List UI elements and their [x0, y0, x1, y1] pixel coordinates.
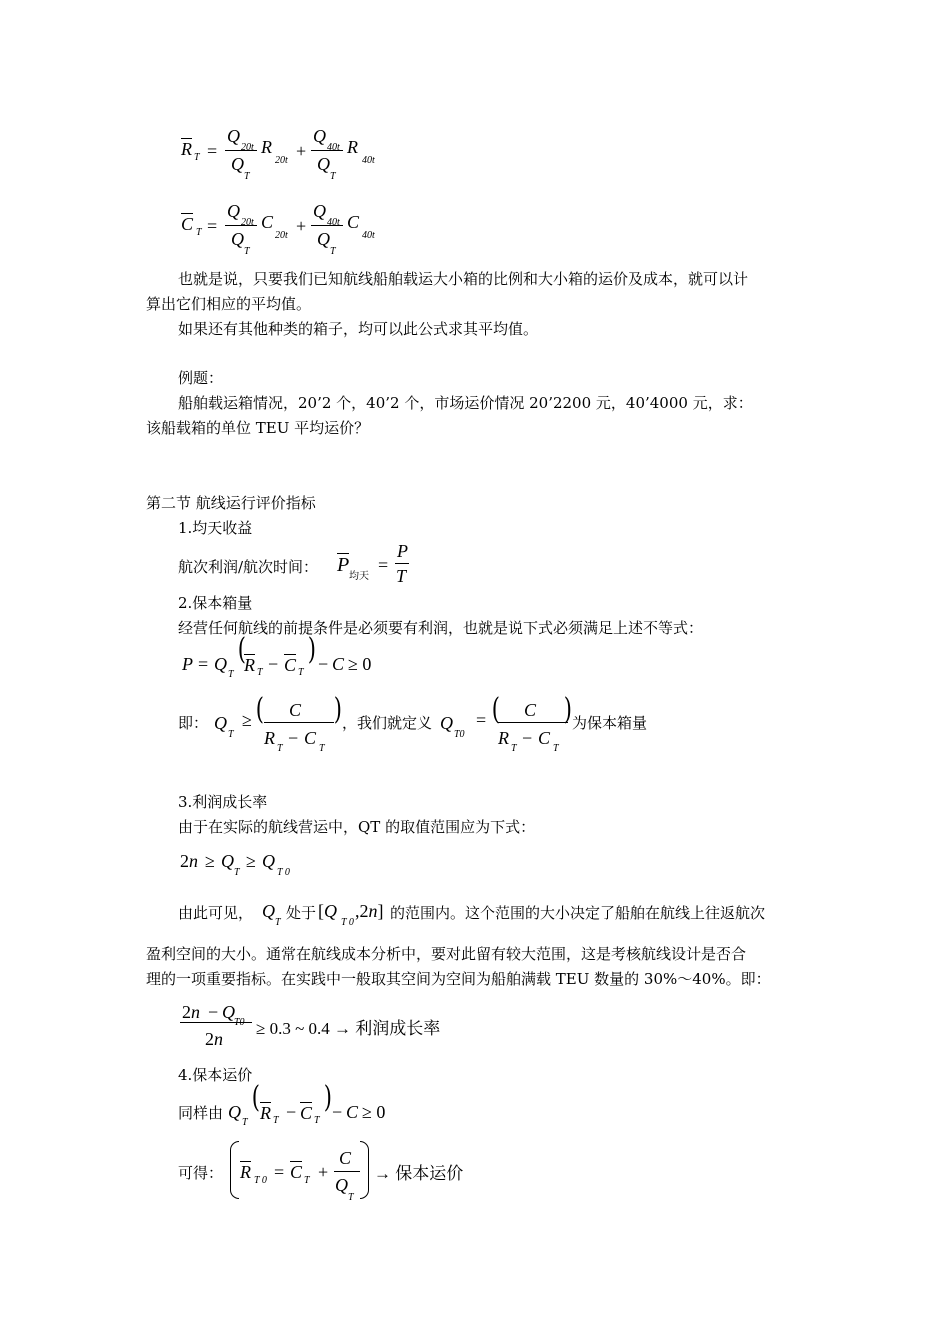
item-text: 盈利空间的大小。通常在航线成本分析中，要对此留有较大范围，这是考核航线设计是否合 [146, 945, 747, 963]
item-title: 1.均天收益 [178, 519, 253, 537]
growth-tail: ≥ 0.3 ~ 0.4 → 利润成长率 [256, 1019, 441, 1038]
example-text: 该船载箱的单位 TEU 平均运价？ [146, 419, 370, 437]
qt-subscript: T [275, 917, 281, 928]
range-bracket: ,2n] [355, 901, 384, 921]
item-label: 航次利润/航次时间： [178, 558, 319, 576]
paragraph-line: 算出它们相应的平均值。 [146, 295, 312, 313]
item-title: 4.保本运价 [178, 1066, 253, 1084]
item-text: 经营任何航线的前提条件是必须要有利润，也就是说下式必须满足上述不等式： [178, 619, 704, 637]
item-text: 同样由 [178, 1104, 224, 1122]
paragraph-line: 如果还有其他种类的箱子，均可以此公式求其平均值。 [178, 320, 539, 338]
item-text: 理的一项重要指标。在实践中一般取其空间为空间为船舶满载 TEU 数量的 30%～40%。即： [146, 970, 771, 988]
item-text: 由此可见， [178, 904, 254, 922]
range-subscript: T 0 [341, 917, 354, 928]
item-text: 可得： [178, 1164, 224, 1182]
item-text: ，我们就定义 [342, 714, 433, 732]
range-bracket: [Q [318, 901, 337, 921]
item-text: 的范围内。这个范围的大小决定了船舶在航线上往返航次 [390, 904, 766, 922]
paragraph-line: 也就是说，只要我们已知航线船舶载运大小箱的比例和大小箱的运价及成本，就可以计 [178, 270, 749, 288]
example-text: 船舶载运箱情况，20’2 个，40’2 个，市场运价情况 20’2200 元，40’4000 元，求： [178, 394, 753, 412]
item-text: 处于 [286, 904, 317, 922]
item-title: 3.利润成长率 [178, 793, 268, 811]
item-text: 即： [178, 714, 209, 732]
example-label: 例题： [178, 369, 224, 387]
freight-tail: → 保本运价 [374, 1164, 464, 1183]
item-title: 2.保本箱量 [178, 594, 253, 612]
item-text: 为保本箱量 [572, 714, 648, 732]
item-text: 由于在实际的航线营运中，QT 的取值范围应为下式： [178, 818, 536, 836]
section-title: 第二节 航线运行评价指标 [146, 494, 316, 512]
qt-symbol: Q [262, 901, 275, 921]
